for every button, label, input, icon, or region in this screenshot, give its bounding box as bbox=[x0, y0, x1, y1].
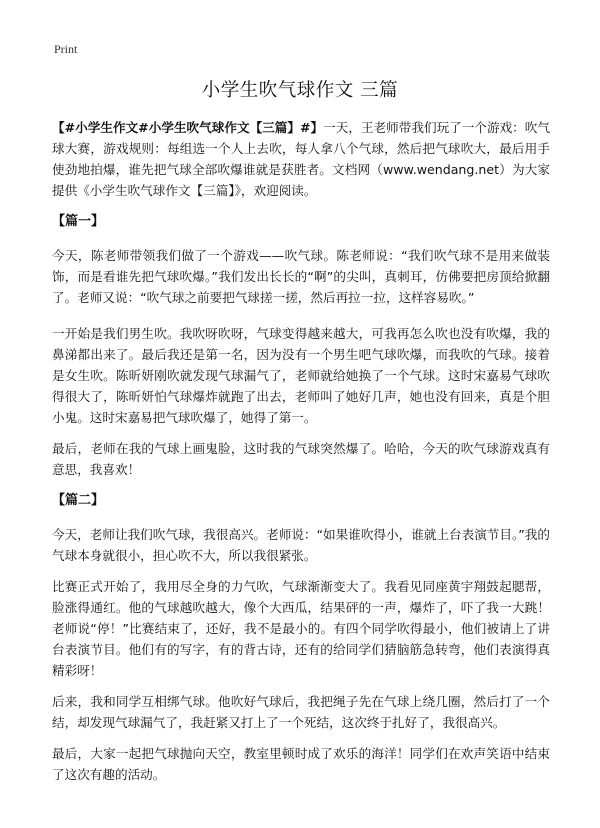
intro-paragraph bbox=[52, 117, 550, 201]
document-body bbox=[52, 117, 550, 785]
intro-tag: 【#小学生作文#小学生吹气球作文【三篇】#】 bbox=[52, 120, 324, 135]
print-label: Print bbox=[54, 42, 78, 56]
section-2-paragraph-3: 后来，我和同学互相绑气球。他吹好气球后，我把绳子先在气球上绕几圈，然后打了一个结，却发现气球漏气了，我赶紧又打上了一个死结，这次终于扎好了，我很高兴。 bbox=[52, 694, 550, 730]
section-1-paragraph-2: 一开始是我们男生吹。我吹呀吹呀，气球变得越来越大，可我再怎么吹也没有吹爆，我的鼻涕都出来了。最后我还是第一名，因为没有一个男生吧气球吹爆，而我吹的气球。接着是女生吹。陈昕妍刚吹就发现气球漏气了，老师就给她换了一个气球。这时宋嘉易气球吹得很大了，陈昕妍怕气球爆炸就跑了出去，老师叫了她好几声，她也没有回来，真是个胆小鬼。这时宋嘉易把气球吹爆了，她得了第一。 bbox=[52, 326, 550, 425]
section-2-paragraph-1: 今天，老师让我们吹气球，我很高兴。老师说：“如果谁吹得小，谁就上台表演节目。”我的气球本身就很小，担心吹不大，所以我很紧张。 bbox=[52, 527, 550, 563]
document-title: 小学生吹气球作文 三篇 bbox=[201, 80, 399, 101]
section-1-paragraph-1: 今天，陈老师带领我们做了一个游戏——吹气球。陈老师说：“我们吹气球不是用来做装饰，而是看谁先把气球吹爆。”我们发出长长的“啊”的尖叫，真刺耳，仿佛要把房顶给掀翻了。老师又说：“吹气球之前要把气球搓一搓，然后再拉一拉，这样容易吹。” bbox=[52, 248, 550, 305]
section-1-paragraph-3: 最后，老师在我的气球上画鬼脸，这时我的气球突然爆了。哈哈，今天的吹气球游戏真有意思，我喜欢！ bbox=[52, 441, 550, 477]
section-2-paragraph-2: 比赛正式开始了，我用尽全身的力气吹，气球渐渐变大了。我看见同座黄宇翔鼓起腮帮，脸涨得通红。他的气球越吹越大，像个大西瓜，结果砰的一声，爆炸了，吓了我一大跳！老师说“停！”比赛结束了，还好，我不是最小的。有四个同学吹得最小，他们被请上了讲台表演节目。他们有的写字，有的背古诗，还有的给同学们猜脑筋急转弯，他们表演得真精彩呀！ bbox=[52, 579, 550, 678]
section-2-paragraph-4: 最后，大家一起把气球抛向天空，教室里顿时成了欢乐的海洋！同学们在欢声笑语中结束了这次有趣的活动。 bbox=[52, 746, 550, 782]
section-heading-2: 【篇二】 bbox=[52, 493, 105, 508]
intro-text: 一天，王老师带我们玩了一个游戏：吹气球大赛，游戏规则：每组选一个人上去吹，每人拿八个气球，然后把气球吹大，最后用手使劲地拍爆，谁先把气球全部吹爆谁就是获胜者。文档网（www.wendang.net）为大家提供《小学生吹气球作文【三篇】》，欢迎阅读。 bbox=[52, 120, 550, 198]
section-heading-1: 【篇一】 bbox=[52, 214, 105, 229]
